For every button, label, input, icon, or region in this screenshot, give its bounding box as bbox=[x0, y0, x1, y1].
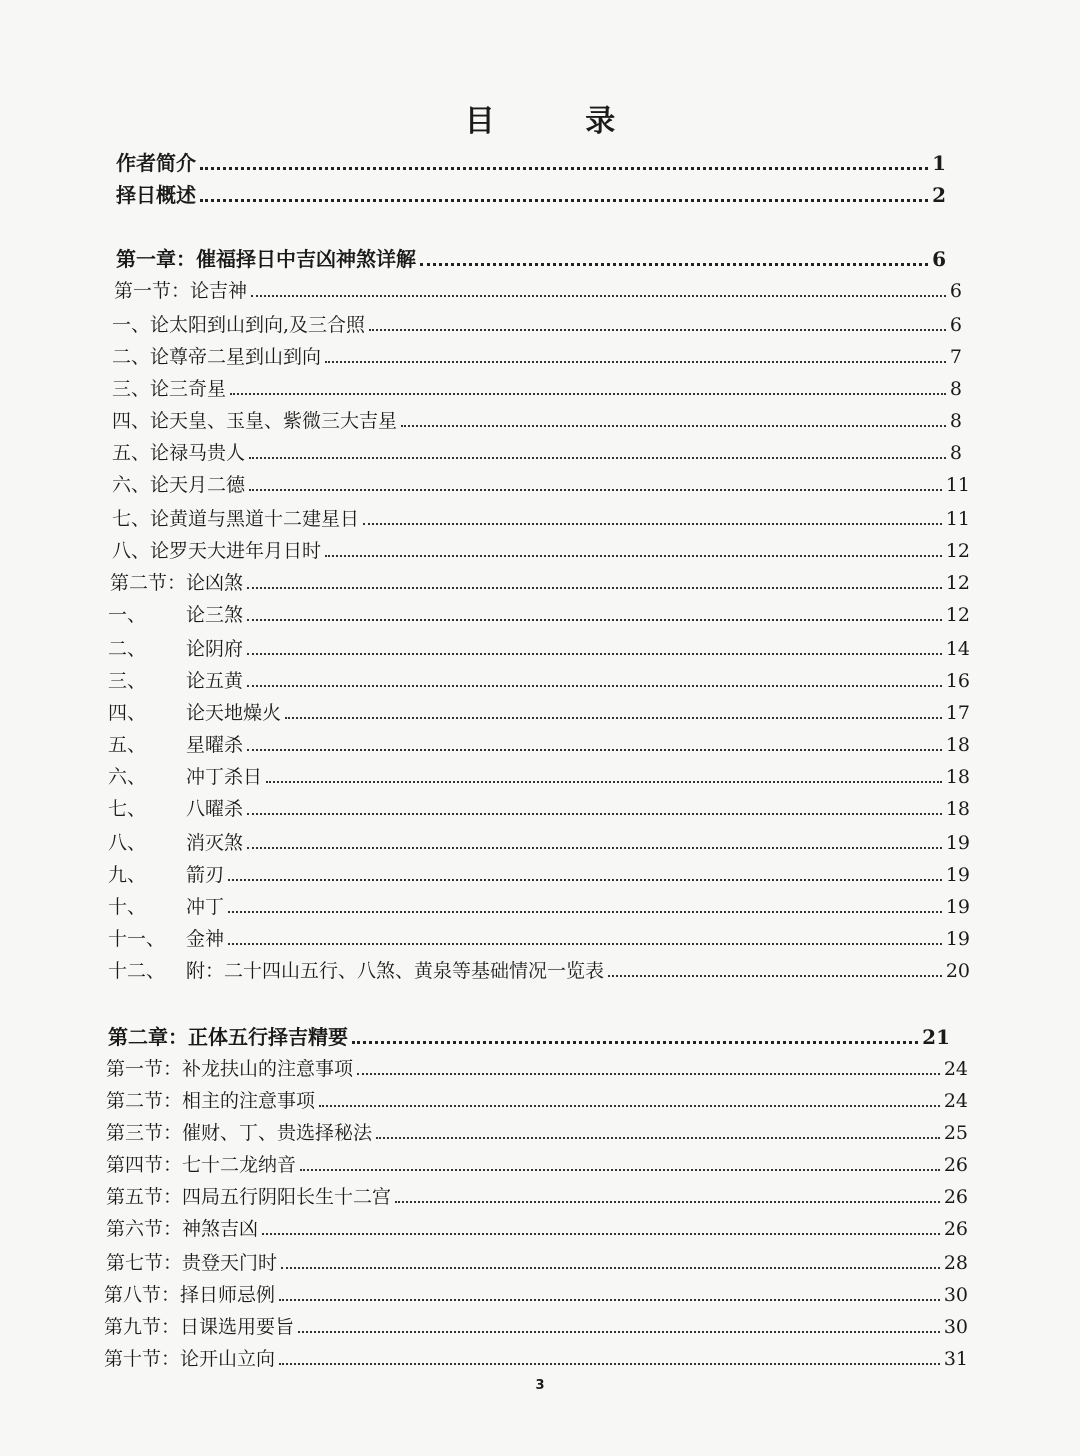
toc-entry-label: 作者简介 bbox=[116, 151, 196, 175]
dot-leader bbox=[325, 361, 946, 363]
toc-entry bbox=[106, 1120, 968, 1146]
toc-entry bbox=[106, 1088, 968, 1114]
toc-entry bbox=[116, 182, 946, 208]
toc-entry bbox=[116, 246, 946, 272]
toc-entry bbox=[108, 796, 970, 822]
toc-entry-page: 6 bbox=[949, 280, 962, 302]
toc-entry bbox=[108, 602, 970, 628]
toc-entry-number: 十一、 bbox=[108, 928, 166, 950]
dot-leader bbox=[228, 879, 942, 881]
toc-entry-label: 第一节：补龙扶山的注意事项 bbox=[106, 1058, 354, 1080]
toc-entry-label: 八曜杀 bbox=[186, 798, 244, 820]
toc-entry-label: 择日概述 bbox=[116, 183, 196, 207]
toc-entry-page: 18 bbox=[945, 798, 970, 820]
toc-entry-page: 17 bbox=[945, 702, 970, 724]
dot-leader bbox=[319, 1105, 940, 1107]
dot-leader bbox=[363, 523, 942, 525]
toc-entry-page: 8 bbox=[949, 410, 962, 432]
toc-entry-number: 十二、 bbox=[108, 960, 166, 982]
toc-entry-page: 19 bbox=[945, 928, 970, 950]
toc-entry-label: 第八节：择日师忌例 bbox=[104, 1284, 276, 1306]
toc-entry-label: 七、论黄道与黑道十二建星日 bbox=[112, 508, 360, 530]
dot-leader bbox=[200, 167, 928, 170]
toc-entry-page: 21 bbox=[922, 1025, 950, 1049]
toc-entry-page: 8 bbox=[949, 442, 962, 464]
toc-entry-label: 五、论禄马贵人 bbox=[112, 442, 246, 464]
page-number-footer: 3 bbox=[535, 1378, 545, 1393]
dot-leader bbox=[279, 1299, 940, 1301]
toc-entry bbox=[112, 440, 962, 466]
toc-entry-page: 26 bbox=[943, 1186, 968, 1208]
toc-entry bbox=[108, 894, 970, 920]
toc-entry-label: 金神 bbox=[186, 928, 225, 950]
toc-entry-label: 论天地燥火 bbox=[186, 702, 282, 724]
toc-entry-label: 冲丁 bbox=[186, 896, 225, 918]
dot-leader bbox=[325, 555, 942, 557]
toc-entry-number: 五、 bbox=[108, 734, 147, 756]
toc-entry-label: 冲丁杀日 bbox=[186, 766, 263, 788]
dot-leader bbox=[608, 975, 942, 977]
toc-entry-page: 31 bbox=[943, 1348, 968, 1370]
toc-entry-page: 18 bbox=[945, 766, 970, 788]
dot-leader bbox=[249, 457, 946, 459]
toc-entry-page: 6 bbox=[932, 247, 946, 271]
toc-entry bbox=[108, 700, 970, 726]
dot-leader bbox=[247, 813, 942, 815]
toc-entry bbox=[108, 958, 970, 984]
toc-entry bbox=[112, 506, 970, 532]
toc-entry bbox=[116, 150, 946, 176]
dot-leader bbox=[266, 781, 942, 783]
toc-entry-number: 十、 bbox=[108, 896, 147, 918]
dot-leader bbox=[247, 685, 942, 687]
toc-entry-label: 第十节：论开山立向 bbox=[104, 1348, 276, 1370]
toc-entry-number: 九、 bbox=[108, 864, 147, 886]
toc-entry-label: 论阴府 bbox=[186, 638, 244, 660]
toc-entry-page: 7 bbox=[949, 346, 962, 368]
toc-entry-label: 三、论三奇星 bbox=[112, 378, 227, 400]
toc-entry-label: 第五节：四局五行阴阳长生十二宫 bbox=[106, 1186, 392, 1208]
toc-entry-page: 20 bbox=[945, 960, 970, 982]
toc-entry-number: 六、 bbox=[108, 766, 147, 788]
toc-entry-number: 三、 bbox=[108, 670, 147, 692]
dot-leader bbox=[401, 425, 946, 427]
toc-entry-page: 19 bbox=[945, 832, 970, 854]
toc-entry-label: 第九节：日课选用要旨 bbox=[104, 1316, 295, 1338]
toc-entry-label: 八、论罗天大进年月日时 bbox=[112, 540, 322, 562]
toc-entry bbox=[106, 1216, 968, 1242]
toc-entry bbox=[108, 862, 970, 888]
dot-leader bbox=[230, 393, 946, 395]
toc-entry-number: 二、 bbox=[108, 638, 147, 660]
dot-leader bbox=[357, 1073, 940, 1075]
toc-entry-label: 附：二十四山五行、八煞、黄泉等基础情况一览表 bbox=[186, 960, 605, 982]
toc-entry-page: 11 bbox=[945, 474, 970, 496]
toc-entry bbox=[112, 376, 962, 402]
toc-entry-page: 6 bbox=[949, 314, 962, 336]
toc-entry-number: 一、 bbox=[108, 604, 147, 626]
dot-leader bbox=[395, 1201, 940, 1203]
dot-leader bbox=[285, 717, 942, 719]
dot-leader bbox=[247, 587, 942, 589]
toc-entry-page: 25 bbox=[943, 1122, 968, 1144]
toc-entry-label: 第四节：七十二龙纳音 bbox=[106, 1154, 297, 1176]
toc-entry-label: 六、论天月二德 bbox=[112, 474, 246, 496]
dot-leader bbox=[376, 1137, 940, 1139]
toc-entry bbox=[104, 1346, 968, 1372]
toc-entry-label: 箭刃 bbox=[186, 864, 225, 886]
toc-entry bbox=[112, 312, 962, 338]
toc-entry-page: 8 bbox=[949, 378, 962, 400]
toc-entry bbox=[108, 668, 970, 694]
toc-entry-label: 第三节：催财、丁、贵选择秘法 bbox=[106, 1122, 373, 1144]
toc-entry bbox=[108, 1024, 950, 1050]
dot-leader bbox=[352, 1041, 918, 1044]
toc-entry bbox=[112, 408, 962, 434]
toc-entry-page: 14 bbox=[945, 638, 970, 660]
dot-leader bbox=[249, 489, 942, 491]
dot-leader bbox=[251, 295, 946, 297]
toc-entry-page: 1 bbox=[932, 151, 946, 175]
toc-entry bbox=[108, 764, 970, 790]
toc-entry-label: 论三煞 bbox=[186, 604, 244, 626]
toc-entry bbox=[106, 1152, 968, 1178]
dot-leader bbox=[247, 653, 942, 655]
toc-entry-page: 12 bbox=[945, 604, 970, 626]
dot-leader bbox=[279, 1363, 940, 1365]
toc-entry-label: 星曜杀 bbox=[186, 734, 244, 756]
toc-entry-page: 26 bbox=[943, 1154, 968, 1176]
toc-entry bbox=[106, 1056, 968, 1082]
dot-leader bbox=[247, 847, 942, 849]
toc-entry bbox=[106, 1184, 968, 1210]
toc-entry-page: 26 bbox=[943, 1218, 968, 1240]
dot-leader bbox=[369, 329, 946, 331]
toc-entry-page: 30 bbox=[943, 1316, 968, 1338]
toc-entry-page: 18 bbox=[945, 734, 970, 756]
dot-leader bbox=[298, 1331, 940, 1333]
toc-entry-page: 11 bbox=[945, 508, 970, 530]
dot-leader bbox=[228, 943, 942, 945]
toc-entry-label: 第二节：论凶煞 bbox=[110, 572, 244, 594]
toc-entry-page: 24 bbox=[943, 1058, 968, 1080]
toc-entry-page: 24 bbox=[943, 1090, 968, 1112]
toc-entry bbox=[112, 472, 970, 498]
toc-entry-number: 四、 bbox=[108, 702, 147, 724]
toc-entry-label: 二、论尊帝二星到山到向 bbox=[112, 346, 322, 368]
toc-entry-label: 第二节：相主的注意事项 bbox=[106, 1090, 316, 1112]
dot-leader bbox=[262, 1233, 940, 1235]
toc-entry-page: 16 bbox=[945, 670, 970, 692]
toc-entry-page: 12 bbox=[945, 540, 970, 562]
toc-entry-page: 19 bbox=[945, 896, 970, 918]
toc-entry-label: 一、论太阳到山到向,及三合照 bbox=[112, 314, 366, 336]
dot-leader bbox=[420, 263, 928, 266]
dot-leader bbox=[281, 1267, 940, 1269]
toc-entry-label: 第一章：催福择日中吉凶神煞详解 bbox=[116, 247, 416, 271]
toc-entry-label: 第六节：神煞吉凶 bbox=[106, 1218, 259, 1240]
toc-entry bbox=[108, 926, 970, 952]
dot-leader bbox=[247, 749, 942, 751]
toc-entry-page: 2 bbox=[932, 183, 946, 207]
toc-entry-label: 第一节：论吉神 bbox=[114, 280, 248, 302]
dot-leader bbox=[228, 911, 942, 913]
toc-entry-page: 28 bbox=[943, 1252, 968, 1274]
toc-entry-label: 第七节：贵登天门时 bbox=[106, 1252, 278, 1274]
toc-entry-label: 论五黄 bbox=[186, 670, 244, 692]
toc-entry-number: 七、 bbox=[108, 798, 147, 820]
toc-entry bbox=[110, 570, 970, 596]
toc-entry bbox=[108, 732, 970, 758]
page-title: 目 录 bbox=[464, 104, 656, 139]
toc-entry-page: 12 bbox=[945, 572, 970, 594]
toc-entry-page: 30 bbox=[943, 1284, 968, 1306]
toc-entry-label: 四、论天皇、玉皇、紫微三大吉星 bbox=[112, 410, 398, 432]
toc-entry bbox=[108, 830, 970, 856]
toc-entry-number: 八、 bbox=[108, 832, 147, 854]
toc-entry bbox=[108, 636, 970, 662]
toc-entry bbox=[106, 1250, 968, 1276]
toc-entry bbox=[104, 1282, 968, 1308]
dot-leader bbox=[247, 619, 942, 621]
dot-leader bbox=[200, 199, 928, 202]
toc-entry bbox=[112, 538, 970, 564]
toc-entry bbox=[104, 1314, 968, 1340]
toc-entry-page: 19 bbox=[945, 864, 970, 886]
toc-entry bbox=[114, 278, 962, 304]
toc-entry-label: 第二章：正体五行择吉精要 bbox=[108, 1025, 348, 1049]
dot-leader bbox=[300, 1169, 940, 1171]
toc-entry bbox=[112, 344, 962, 370]
toc-entry-label: 消灭煞 bbox=[186, 832, 244, 854]
